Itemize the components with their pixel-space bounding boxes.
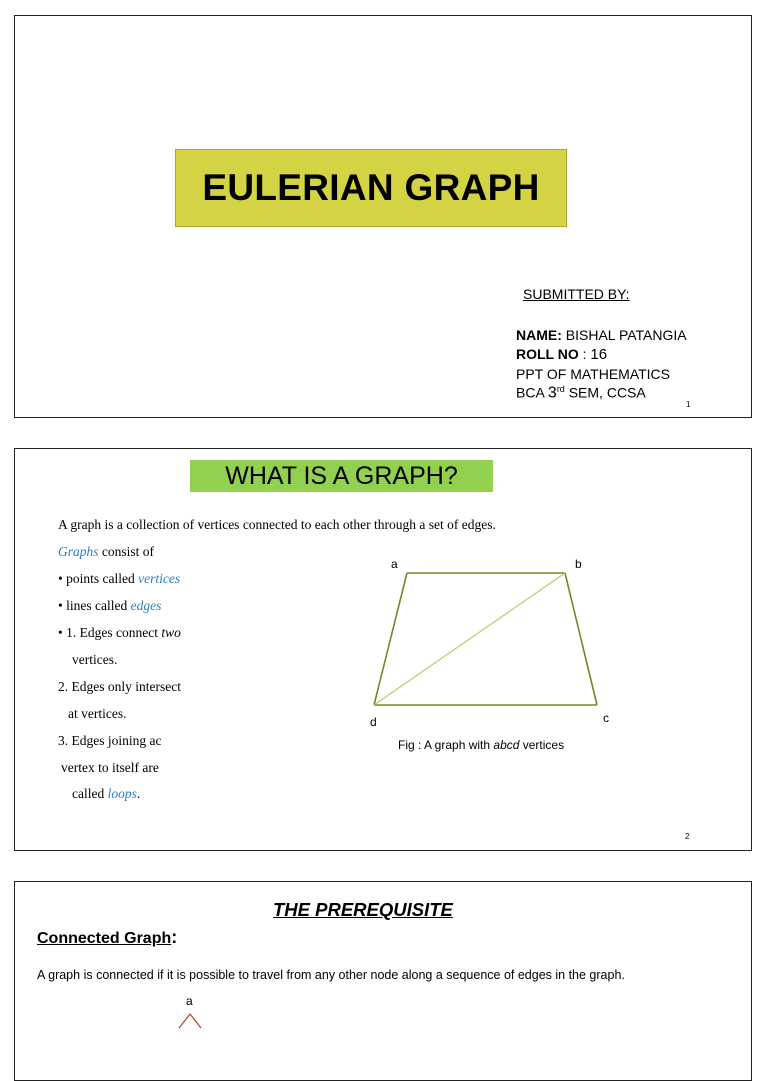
graphs-word: Graphs — [58, 544, 99, 559]
page-number: 2 — [685, 832, 690, 841]
intro-text: A graph is a collection of vertices connected to each other through a set of edges. — [58, 517, 496, 532]
loops-word: loops — [107, 786, 137, 801]
vertex-label-a: a — [186, 994, 193, 1008]
page-number: 1 — [686, 400, 691, 409]
vertices-word: vertices — [138, 571, 181, 586]
bullet-icon: • — [58, 625, 63, 640]
bullet-edges-connect: • 1. Edges connect two — [58, 625, 181, 640]
edges-word: edges — [130, 598, 162, 613]
connected-graph-description: A graph is connected if it is possible to travel from any other node along a sequence of edges in the graph. — [37, 968, 625, 982]
figure-caption: Fig : A graph with abcd vertices — [398, 738, 565, 752]
edge-left — [179, 1014, 190, 1028]
name-label: NAME: — [516, 327, 562, 343]
slide-title: WHAT IS A GRAPH? — [225, 461, 458, 490]
vertex-label-d: d — [370, 715, 377, 729]
called-loops-line: called loops. — [72, 786, 141, 801]
connected-graph-heading: Connected Graph: — [37, 927, 178, 947]
bullet-vertices: • points called vertices — [58, 571, 181, 586]
bca-prefix: BCA — [516, 384, 548, 401]
presentation-title: EULERIAN GRAPH — [202, 167, 540, 208]
semester-ordinal: rd — [556, 384, 565, 394]
two-word: two — [161, 625, 181, 640]
slide-title — [14, 15, 752, 418]
edges-intersect-line: 2. Edges only intersect — [58, 679, 181, 694]
edge-b-c — [565, 573, 597, 705]
vertices-line: vertices. — [72, 652, 118, 667]
connected-graph-diagram — [165, 1010, 225, 1040]
submitted-by-label: SUBMITTED BY: — [523, 286, 630, 302]
name-value: BISHAL PATANGIA — [561, 327, 687, 343]
bullet-icon: • — [58, 598, 63, 613]
graph-diagram — [15, 449, 751, 850]
semester-number: 3 — [547, 384, 557, 402]
vertex-label-b: b — [575, 557, 582, 571]
vertex-label-c: c — [603, 711, 609, 725]
graphs-consist-line: Graphs consist of — [58, 544, 155, 559]
roll-separator: : — [578, 346, 591, 362]
bca-line — [516, 384, 646, 403]
edges-joining-line: 3. Edges joining ac — [58, 733, 162, 748]
title-banner — [175, 149, 567, 227]
vertex-itself-line: vertex to itself are — [61, 760, 159, 775]
edge-right — [190, 1014, 201, 1028]
at-vertices-line: at vertices. — [68, 706, 127, 721]
name-line — [516, 327, 687, 343]
bullet-icon: • — [58, 571, 63, 586]
bullet-edges: • lines called edges — [58, 598, 162, 613]
roll-value: 16 — [590, 346, 608, 363]
slide-what-is-graph — [14, 448, 752, 851]
slide-prerequisite — [14, 881, 752, 1081]
bca-suffix: SEM, CCSA — [564, 384, 646, 401]
roll-line — [516, 346, 607, 363]
roll-label: ROLL NO — [516, 346, 579, 362]
vertex-label-a: a — [391, 557, 398, 571]
slide-title: THE PREREQUISITE — [273, 899, 453, 920]
ppt-line: PPT OF MATHEMATICS — [516, 366, 671, 382]
